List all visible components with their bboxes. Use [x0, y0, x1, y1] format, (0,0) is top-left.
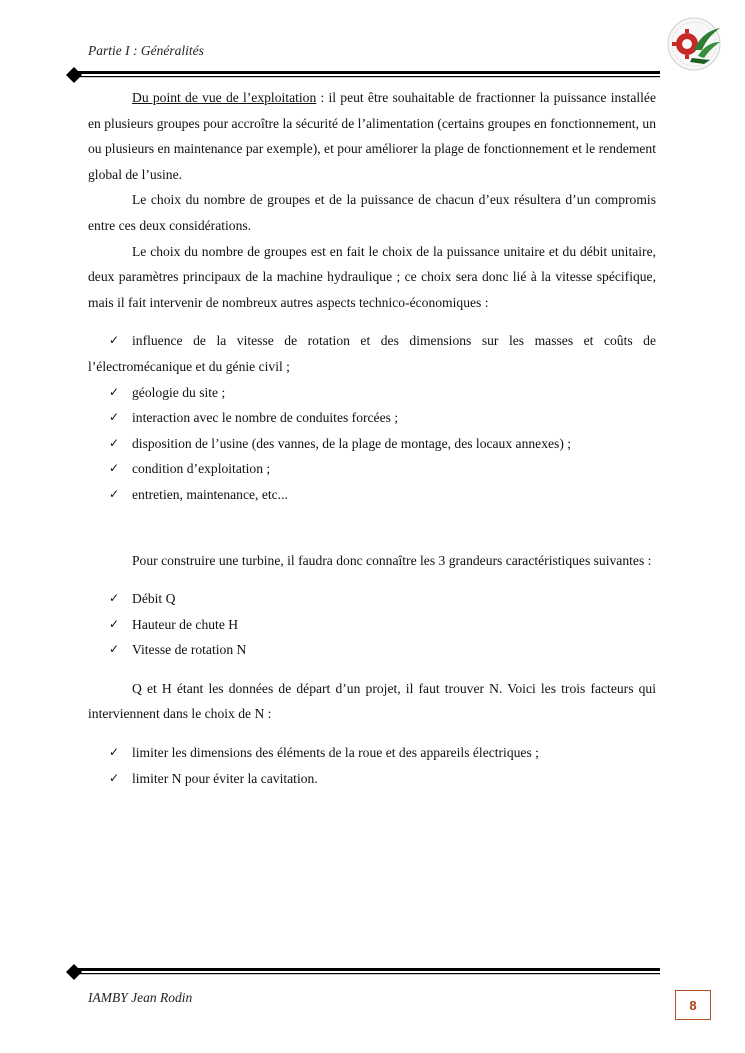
university-logo-icon	[664, 16, 724, 72]
page-number: 8	[675, 990, 711, 1020]
list-item: ✓ limiter les dimensions des éléments de la roue et des appareils électriques ;	[88, 740, 656, 766]
list-item: ✓ disposition de l’usine (des vannes, de la plage de montage, des locaux annexes) ;	[88, 431, 656, 457]
paragraph-label: Du point de vue de l’exploitation	[132, 90, 317, 105]
list-item: ✓ Vitesse de rotation N	[88, 637, 656, 663]
paragraph-exploitation	[88, 85, 656, 187]
list-item: ✓ limiter N pour éviter la cavitation.	[88, 766, 656, 792]
list-item: ✓ Hauteur de chute H	[88, 612, 656, 638]
check-icon: ✓	[109, 333, 120, 348]
list-item: ✓ entretien, maintenance, etc...	[88, 482, 656, 508]
check-icon: ✓	[109, 642, 120, 657]
list-item: ✓ Débit Q	[88, 586, 656, 612]
paragraph-text: : il peut être souhaitable de fractionner la puissance installée en plusieurs groupes pour accroître la sécurité de l’alimentation (certains groupes en fonctionnement, un ou plusieurs en maintenance par exemple), et pour améliorer la plage de fonctionnement et le rendement global de l’usine.	[88, 90, 656, 182]
list-item: ✓ interaction avec le nombre de conduites forcées ;	[88, 405, 656, 431]
aspects-list	[88, 328, 656, 507]
check-icon: ✓	[109, 410, 120, 425]
check-icon: ✓	[109, 486, 120, 501]
grandeurs-list	[88, 586, 656, 663]
header-title: Partie I : Généralités	[88, 43, 204, 58]
check-icon: ✓	[109, 745, 120, 760]
check-icon: ✓	[109, 435, 120, 450]
facteurs-list	[88, 740, 656, 791]
check-icon: ✓	[109, 770, 120, 785]
main-text	[88, 85, 656, 791]
paragraph-grandeurs: Pour construire une turbine, il faudra donc connaître les 3 grandeurs caractéristiques suivantes :	[132, 552, 652, 568]
paragraph-choix: Le choix du nombre de groupes est en fait le choix de la puissance unitaire et du débit unitaire, deux paramètres principaux de la machine hydraulique ; ce choix sera donc lié à la vitesse spécifique, mais il fait intervenir de nombreux autres aspects technico-économiques :	[88, 243, 656, 310]
list-item: ✓ géologie du site ;	[88, 380, 656, 406]
footer-author: IAMBY Jean Rodin	[88, 990, 193, 1005]
check-icon: ✓	[109, 461, 120, 476]
paragraph-compromis: Le choix du nombre de groupes et de la puissance de chacun d’eux résultera d’un compromis entre ces deux considérations.	[88, 192, 656, 233]
check-icon: ✓	[109, 591, 120, 606]
header-rule	[64, 65, 662, 85]
footer-rule	[64, 962, 662, 982]
list-item: ✓ condition d’exploitation ;	[88, 456, 656, 482]
check-icon: ✓	[109, 384, 120, 399]
check-icon: ✓	[109, 616, 120, 631]
paragraph-facteurs: Q et H étant les données de départ d’un projet, il faut trouver N. Voici les trois facteurs qui interviennent dans le choix de N :	[88, 680, 656, 722]
list-item: ✓ influence de la vitesse de rotation et des dimensions sur les masses et coûts de l’électromécanique et du génie civil ;	[88, 328, 656, 379]
